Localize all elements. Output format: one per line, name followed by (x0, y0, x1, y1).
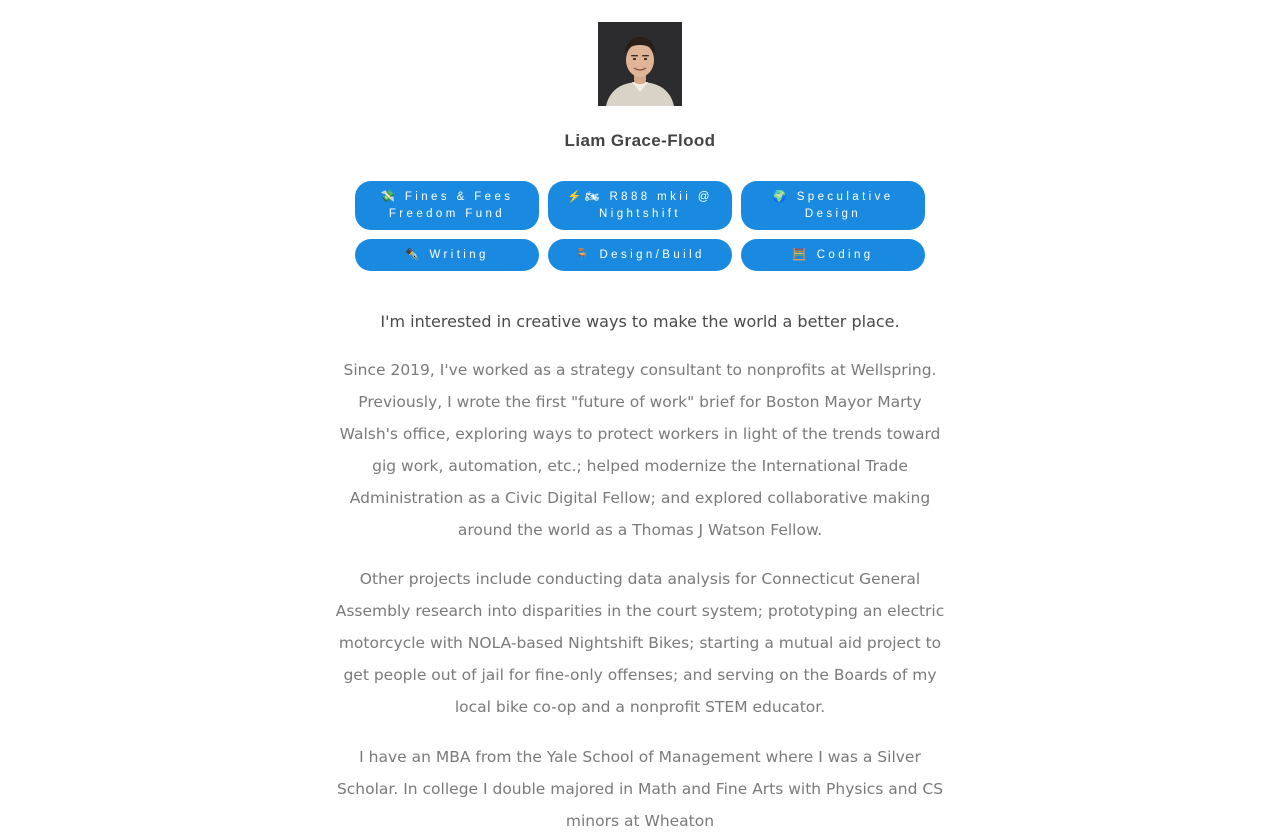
writing-button[interactable]: ✒️ Writing (355, 239, 539, 271)
bio-paragraph-work: Since 2019, I've worked as a strategy consultant to nonprofits at Wellspring. Previously, I wrote the first "future of work" brief for Boston Mayor Marty Walsh's office, exploring ways to protect workers in light of the trends toward gig work, automation, etc.; helped modernize the International Trade Administration as a Civic Digital Fellow; and explored collaborative making around the world as a Thomas J Watson Fellow. (339, 361, 941, 539)
design-build-button[interactable]: 🪑 Design/Build (548, 239, 732, 271)
bio-intro: I'm interested in creative ways to make the world a better place. (380, 312, 900, 331)
avatar (598, 22, 682, 106)
coding-button[interactable]: 🧮 Coding (741, 239, 925, 271)
link-buttons (355, 181, 925, 271)
speculative-design-button[interactable]: 🌍 Speculative Design (741, 181, 925, 230)
fines-fees-freedom-fund-button[interactable]: 💸 Fines & Fees Freedom Fund (355, 181, 539, 230)
profile-name: Liam Grace-Flood (564, 131, 716, 150)
nightshift-motorcycle-button[interactable]: ⚡🏍 R888 mkii @ Nightshift (548, 181, 732, 230)
bio-paragraph-education: I have an MBA from the Yale School of Management where I was a Silver Scholar. In college I double majored in Math and Fine Arts with Physics and CS minors at Wheaton (336, 748, 944, 830)
profile-photo-icon (598, 22, 682, 106)
bio-paragraph-projects: Other projects include conducting data analysis for Connecticut General Assembly research into disparities in the court system; prototyping an electric motorcycle with NOLA-based Nightshift Bikes; starting a mutual aid project to get people out of jail for fine-only offenses; and serving on the Boards of my local bike co-op and a nonprofit STEM educator. (335, 570, 945, 716)
